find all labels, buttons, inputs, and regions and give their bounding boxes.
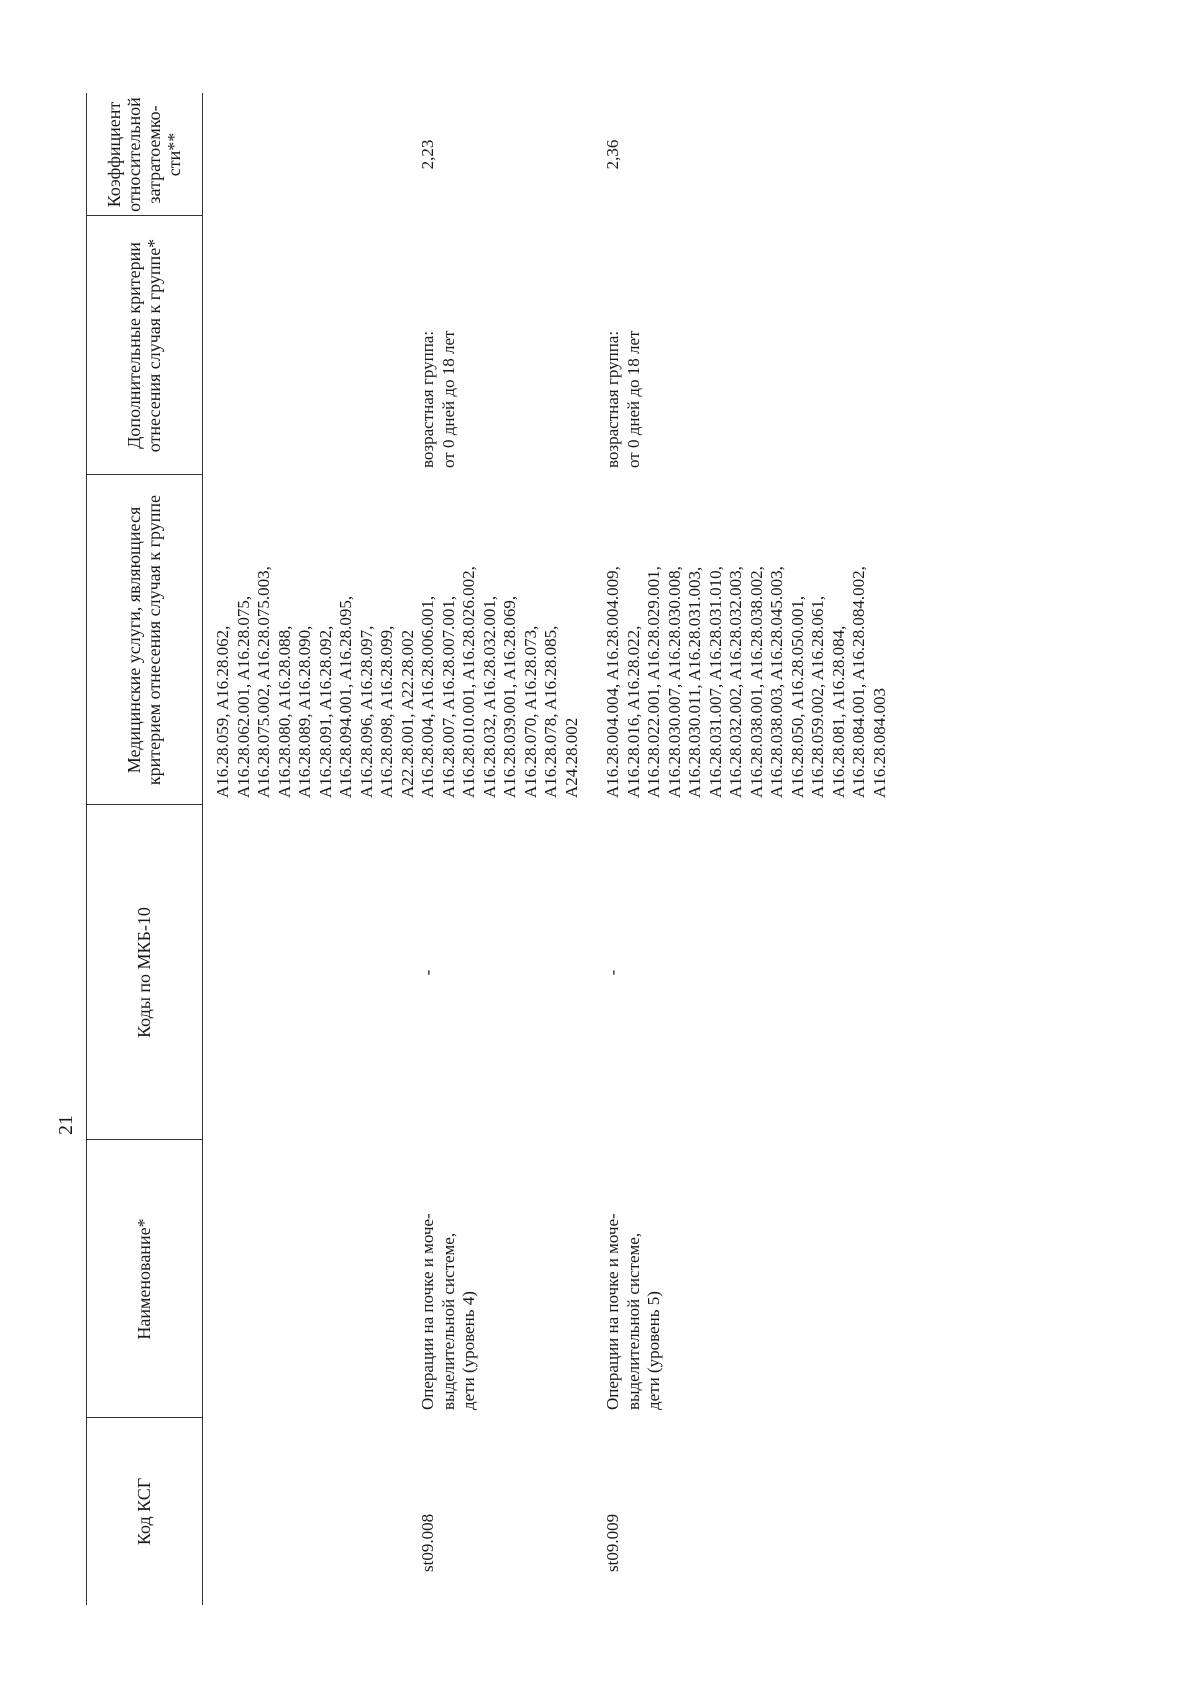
service-code-line: A16.28.030.011, A16.28.031.003, [685,566,704,798]
row-services [603,566,890,798]
page-number: 21 [55,1115,77,1135]
continuation-services [213,566,418,798]
service-code-line: A16.28.096, A16.28.097, [356,625,376,798]
service-code-line: A22.28.001, A22.28.002 [397,629,417,798]
service-code-line: A16.28.059.002, A16.28.061, [808,595,827,798]
service-code-line: A16.28.004, A16.28.006.001, [418,595,437,798]
header-code: Код КСГ [134,1477,154,1546]
service-code-line: A16.28.032.002, A16.28.032.003, [726,566,745,798]
header-name: Наименование* [134,1218,154,1340]
row-coef: 2,36 [603,139,622,170]
service-code-line: A16.28.094.001, A16.28.095, [336,595,355,798]
row-name: Операции на почке и моче- выделительной системе, дети (уровень 4) [418,1213,478,1410]
service-code-line: A16.28.010.001, A16.28.026.002, [459,566,478,798]
header-criteria: Дополнительные критерии отнесения случая к группе* [124,238,164,453]
service-code-line: A16.28.098, A16.28.099, [377,625,396,798]
service-code-line: A16.28.031.007, A16.28.031.010, [705,566,725,798]
service-code-line: A16.28.039.001, A16.28.069, [500,595,519,798]
row-criteria: возрастная группа: от 0 дней до 18 лет [418,330,458,468]
service-code-line: A16.28.084.001, A16.28.084.002, [849,566,868,798]
header-coef: Коэффициент относительной затратоемко-сти** [104,97,184,212]
service-code-line: A16.28.050, A16.28.050.001, [787,595,807,798]
header-services: Медицинские услуги, являющиеся критерием отнесения случая к группе [124,494,164,786]
service-code-line: A16.28.080, A16.28.088, [274,625,294,798]
service-code-line: A16.28.070, A16.28.073, [520,625,540,798]
service-code-line: A16.28.075.002, A16.28.075.003, [254,566,273,798]
row-code: st09.009 [603,1513,622,1572]
service-code-line: A16.28.038.001, A16.28.038.002, [746,566,766,798]
service-code-line: A16.28.091, A16.28.092, [315,625,335,798]
service-code-line: A16.28.081, A16.28.084, [828,625,848,798]
service-code-line: A16.28.078, A16.28.085, [541,625,560,798]
header-icd: Коды по МКБ-10 [134,907,154,1038]
row-coef: 2,23 [418,139,437,170]
service-code-line: A16.28.062.001, A16.28.075, [233,595,253,798]
service-code-line: A16.28.038.003, A16.28.045.003, [767,566,786,798]
row-icd: - [603,969,622,976]
service-code-line: A16.28.032, A16.28.032.001, [479,595,499,798]
service-code-line: A24.28.002 [561,717,581,798]
service-code-line: A16.28.089, A16.28.090, [295,625,314,798]
row-criteria: возрастная группа: от 0 дней до 18 лет [603,330,643,468]
service-code-line: A16.28.030.007, A16.28.030.008, [664,566,684,798]
row-services [418,566,582,798]
row-code: st09.008 [418,1513,437,1572]
service-code-line: A16.28.084.003 [869,687,889,798]
row-name: Операции на почке и моче- выделительной системе, дети (уровень 5) [603,1213,663,1410]
header-bottom-rule [202,93,203,1605]
service-code-line: A16.28.059, A16.28.062, [213,625,232,798]
service-code-line: A16.28.022.001, A16.28.029.001, [644,566,663,798]
service-code-line: A16.28.016, A16.28.022, [623,625,643,798]
service-code-line: A16.28.004.004, A16.28.004.009, [603,566,622,798]
service-code-line: A16.28.007, A16.28.007.001, [438,595,458,798]
row-icd: - [418,969,437,976]
